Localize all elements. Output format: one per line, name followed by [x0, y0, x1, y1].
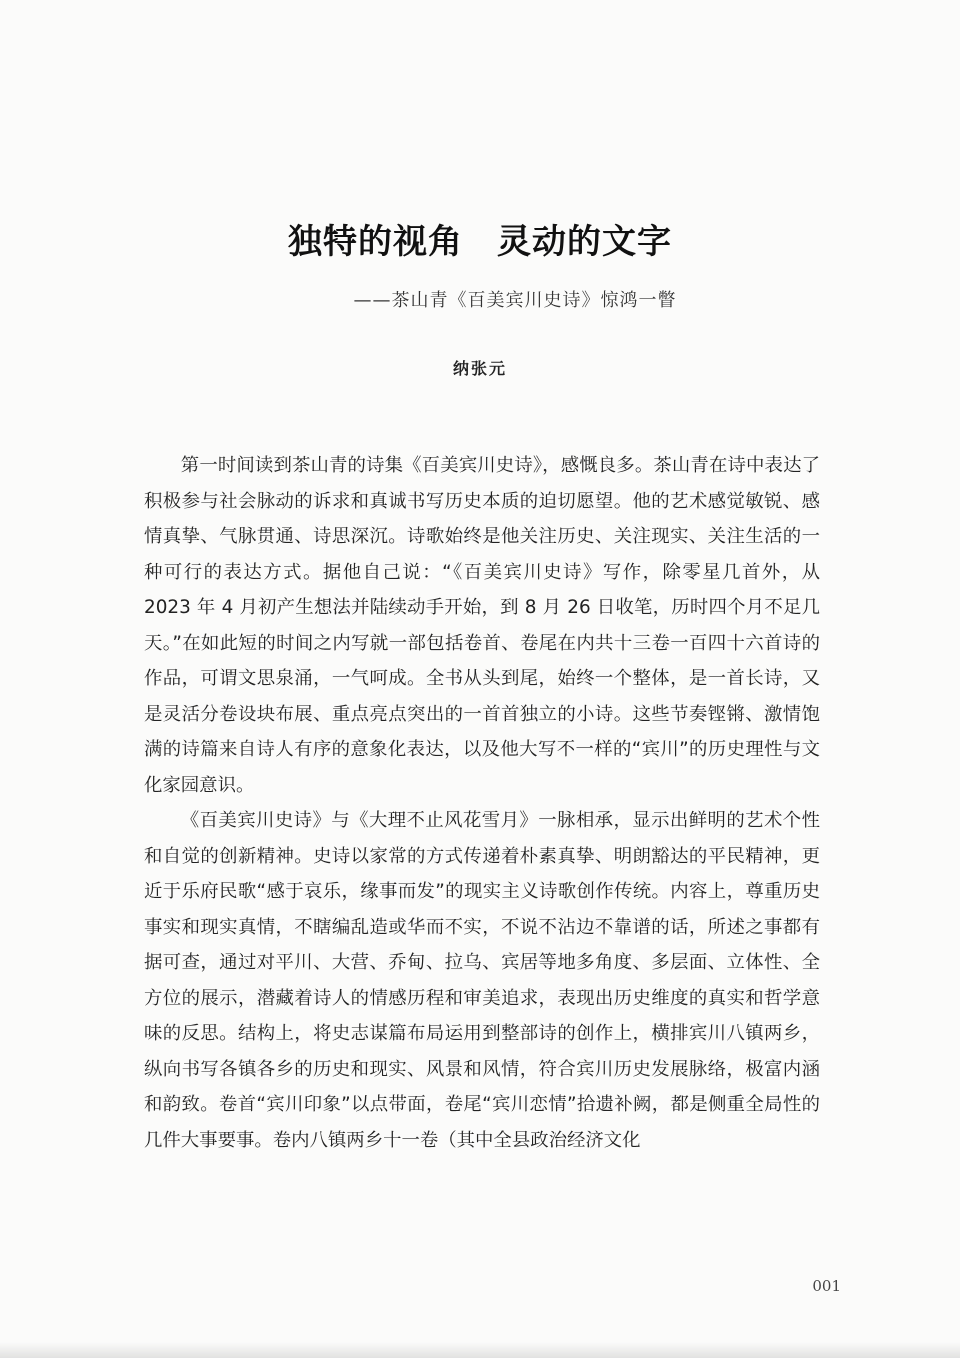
title-part-1: 独特的视角	[288, 222, 463, 262]
author-name: 纳张元	[452, 359, 507, 378]
article-subtitle: ——茶山青《百美宾川史诗》惊鸿一瞥	[353, 290, 677, 311]
paragraph-2: 《百美宾川史诗》与《大理不止风花雪月》一脉相承，显示出鲜明的艺术个性和自觉的创新精神。史诗以家常的方式传递着朴素真挚、明朗豁达的平民精神，更近于乐府民歌“感于哀乐，缘事而发”的现实主义诗歌创作传统。内容上，尊重历史事实和现实真情，不瞎编乱造或华而不实，不说不沾边不靠谱的话，所述之事都有据可查，通过对平川、大营、乔甸、拉乌、宾居等地多角度、多层面、立体性、全方位的展示，潜藏着诗人的情感历程和审美追求，表现出历史维度的真实和哲学意味的反思。结构上，将史志谋篇布局运用到整部诗的创作上，横排宾川八镇两乡，纵向书写各镇各乡的历史和现实、风景和风情，符合宾川历史发展脉络，极富内涵和韵致。卷首“宾川印象”以点带面，卷尾“宾川恋情”拾遗补阙，都是侧重全局性的几件大事要事。卷内八镇两乡十一卷（其中全县政治经济文化	[144, 810, 820, 1151]
title-part-2: 灵动的文字	[497, 222, 672, 262]
article-body	[144, 448, 820, 1158]
article-title	[0, 214, 960, 263]
page-number: 001	[812, 1277, 841, 1295]
paragraph-1: 第一时间读到茶山青的诗集《百美宾川史诗》，感慨良多。茶山青在诗中表达了积极参与社会脉动的诉求和真诚书写历史本质的迫切愿望。他的艺术感觉敏锐、感情真挚、气脉贯通、诗思深沉。诗歌始终是他关注历史、关注现实、关注生活的一种可行的表达方式。据他自己说：“《百美宾川史诗》写作，除零星几首外，从 2023 年 4 月初产生想法并陆续动手开始，到 8 月 26 日收笔，历时四个月不足几天。”在如此短的时间之内写就一部包括卷首、卷尾在内共十三卷一百四十六首诗的作品，可谓文思泉涌，一气呵成。全书从头到尾，始终一个整体，是一首长诗，又是灵活分卷设块布展、重点亮点突出的一首首独立的小诗。这些节奏铿锵、激情饱满的诗篇来自诗人有序的意象化表达，以及他大写不一样的“宾川”的历史理性与文化家园意识。	[144, 455, 820, 796]
page-edge-shadow	[0, 1342, 960, 1358]
